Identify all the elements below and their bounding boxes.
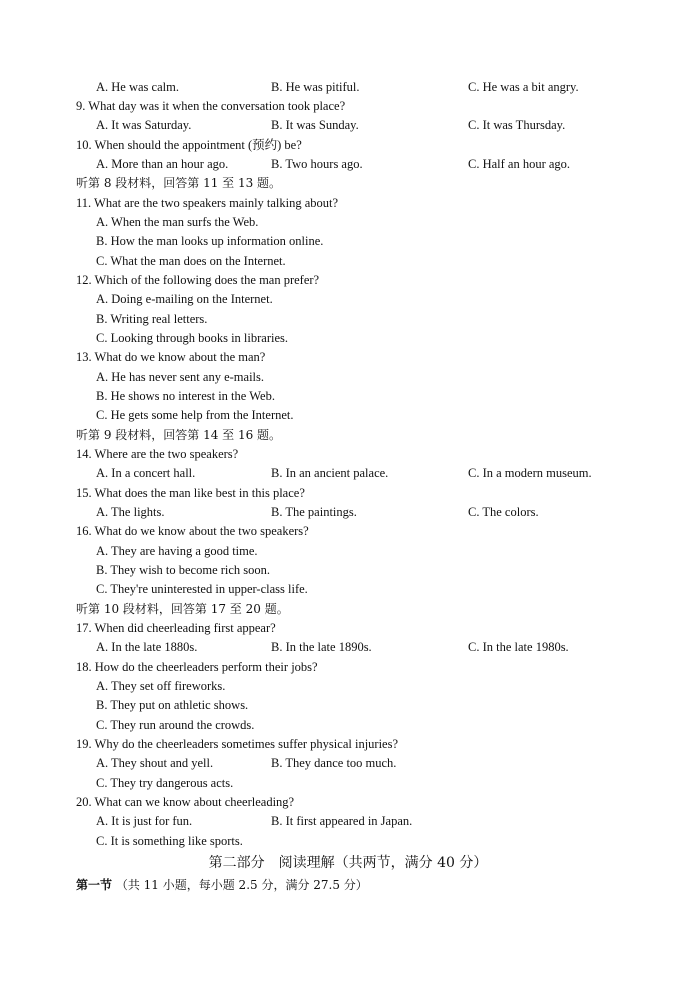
option-b: B. They put on athletic shows. [96, 698, 249, 712]
option-a: A. In a concert hall. [96, 466, 196, 480]
question-13: 13. What do we know about the man? [76, 350, 266, 364]
question-11: 11. What are the two speakers mainly talking about? [76, 196, 339, 210]
option-b: B. He was pitiful. [271, 80, 360, 94]
option-c: C. Half an hour ago. [468, 157, 571, 171]
question-15: 15. What does the man like best in this place? [76, 486, 305, 500]
option-c: C. They try dangerous acts. [96, 776, 234, 790]
option-a: A. It is just for fun. [96, 814, 193, 828]
option-b: B. He shows no interest in the Web. [96, 389, 275, 403]
option-b: B. They dance too much. [271, 756, 397, 770]
option-b: B. It was Sunday. [271, 118, 359, 132]
option-a: A. They are having a good time. [96, 544, 258, 558]
option-b: B. It first appeared in Japan. [271, 814, 413, 828]
option-c: C. What the man does on the Internet. [96, 254, 286, 268]
option-a: A. Doing e-mailing on the Internet. [96, 292, 273, 306]
option-b: B. Writing real letters. [96, 312, 208, 326]
question-17: 17. When did cheerleading first appear? [76, 621, 276, 635]
question-12: 12. Which of the following does the man prefer? [76, 273, 320, 287]
option-a: A. They set off fireworks. [96, 679, 226, 693]
section-header-9: 听第 9 段材料，回答第 14 至 16 题。 [76, 428, 282, 442]
question-20: 20. What can we know about cheerleading? [76, 795, 295, 809]
option-b: B. In the late 1890s. [271, 640, 372, 654]
option-c: C. It is something like sports. [96, 834, 243, 848]
question-10: 10. When should the appointment (预约) be? [76, 138, 302, 152]
option-a: A. He has never sent any e-mails. [96, 370, 264, 384]
option-c: C. In a modern museum. [468, 466, 592, 480]
section-one-label: 第一节 [76, 878, 113, 892]
question-14: 14. Where are the two speakers? [76, 447, 239, 461]
option-c: C. They run around the crowds. [96, 718, 255, 732]
question-16: 16. What do we know about the two speakers? [76, 524, 309, 538]
option-b: B. How the man looks up information online. [96, 234, 324, 248]
option-c: C. He was a bit angry. [468, 80, 579, 94]
option-a: A. They shout and yell. [96, 756, 214, 770]
option-c: C. It was Thursday. [468, 118, 566, 132]
option-a: A. When the man surfs the Web. [96, 215, 259, 229]
option-c: C. In the late 1980s. [468, 640, 569, 654]
option-b: B. They wish to become rich soon. [96, 563, 271, 577]
section-one-note: （共 11 小题，每小题 2.5 分，满分 27.5 分） [115, 878, 368, 892]
question-18: 18. How do the cheerleaders perform their jobs? [76, 660, 318, 674]
option-a: A. In the late 1880s. [96, 640, 198, 654]
option-c: C. They're uninterested in upper-class life. [96, 582, 308, 596]
option-b: B. In an ancient palace. [271, 466, 389, 480]
option-a: A. More than an hour ago. [96, 157, 229, 171]
question-19: 19. Why do the cheerleaders sometimes suffer physical injuries? [76, 737, 399, 751]
option-b: B. Two hours ago. [271, 157, 363, 171]
question-9: 9. What day was it when the conversation took place? [76, 99, 346, 113]
option-c: C. He gets some help from the Internet. [96, 408, 294, 422]
option-c: C. The colors. [468, 505, 539, 519]
section-one-heading [76, 876, 368, 894]
option-a: A. It was Saturday. [96, 118, 192, 132]
section-header-8: 听第 8 段材料，回答第 11 至 13 题。 [76, 176, 282, 190]
part-two-title: 第二部分 阅读理解（共两节，满分 40 分） [208, 855, 488, 871]
option-c: C. Looking through books in libraries. [96, 331, 288, 345]
option-a: A. He was calm. [96, 80, 179, 94]
section-header-10: 听第 10 段材料，回答第 17 至 20 题。 [76, 602, 289, 616]
option-b: B. The paintings. [271, 505, 357, 519]
option-a: A. The lights. [96, 505, 165, 519]
